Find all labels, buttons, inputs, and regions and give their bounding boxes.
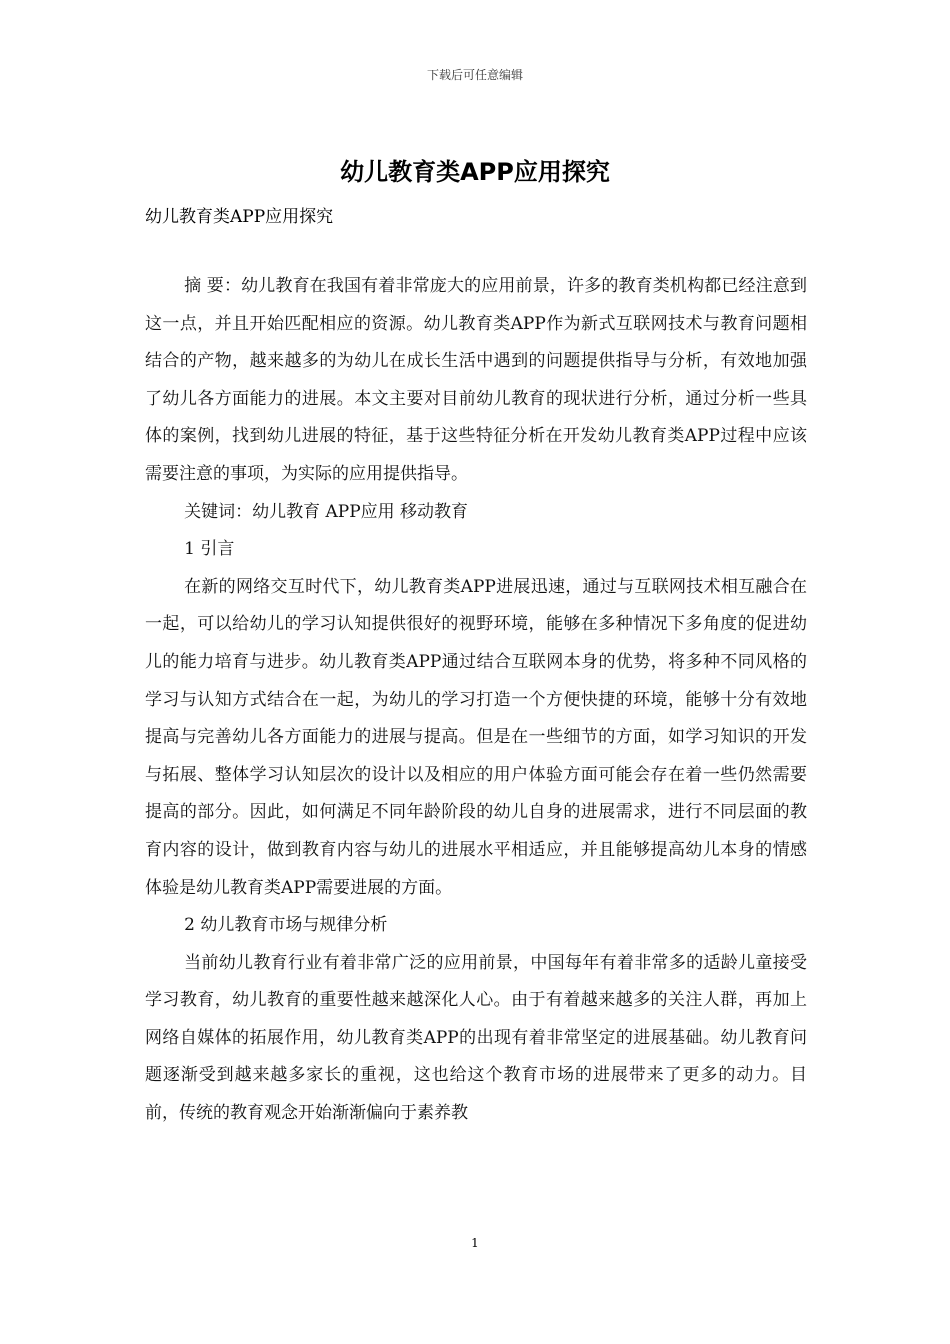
document-body: [145, 268, 807, 1133]
keywords-paragraph: 关键词：幼儿教育 APP应用 移动教育: [184, 501, 469, 522]
section-heading-intro: 1 引言: [184, 539, 235, 560]
page-number: 1: [471, 1236, 479, 1250]
abstract-paragraph: 摘 要：幼儿教育在我国有着非常庞大的应用前景，许多的教育类机构都已经注意到这一点，并且开始匹配相应的资源。幼儿教育类APP作为新式互联网技术与教育问题相结合的产物，越来越多的为幼儿在成长生活中遇到的问题提供指导与分析，有效地加强了幼儿各方面能力的进展。本文主要对目前幼儿教育的现状进行分析，通过分析一些具体的案例，找到幼儿进展的特征，基于这些特征分析在开发幼儿教育类APP过程中应该需要注意的事项，为实际的应用提供指导。: [145, 276, 807, 484]
section-heading-market: 2 幼儿教育市场与规律分析: [184, 915, 388, 936]
document-title: 幼儿教育类APP应用探究: [340, 158, 610, 186]
header-note: 下载后可任意编辑: [426, 68, 523, 82]
document-subtitle: 幼儿教育类APP应用探究: [145, 207, 334, 227]
intro-paragraph: 在新的网络交互时代下，幼儿教育类APP进展迅速，通过与互联网技术相互融合在一起，可以给幼儿的学习认知提供很好的视野环境，能够在多种情况下多角度的促进幼儿的能力培育与进步。幼儿教育类APP通过结合互联网本身的优势，将多种不同风格的学习与认知方式结合在一起，为幼儿的学习打造一个方便快捷的环境，能够十分有效地提高与完善幼儿各方面能力的进展与提高。但是在一些细节的方面，如学习知识的开发与拓展、整体学习认知层次的设计以及相应的用户体验方面可能会存在着一些仍然需要提高的部分。因此，如何满足不同年龄阶段的幼儿自身的进展需求，进行不同层面的教育内容的设计，做到教育内容与幼儿的进展水平相适应，并且能够提高幼儿本身的情感体验是幼儿教育类APP需要进展的方面。: [145, 576, 807, 898]
market-paragraph: 当前幼儿教育行业有着非常广泛的应用前景，中国每年有着非常多的适龄儿童接受学习教育，幼儿教育的重要性越来越深化人心。由于有着越来越多的关注人群，再加上网络自媒体的拓展作用，幼儿教育类APP的出现有着非常坚定的进展基础。幼儿教育问题逐渐受到越来越多家长的重视，这也给这个教育市场的进展带来了更多的动力。目前，传统的教育观念开始渐渐偏向于素养教: [145, 952, 807, 1124]
